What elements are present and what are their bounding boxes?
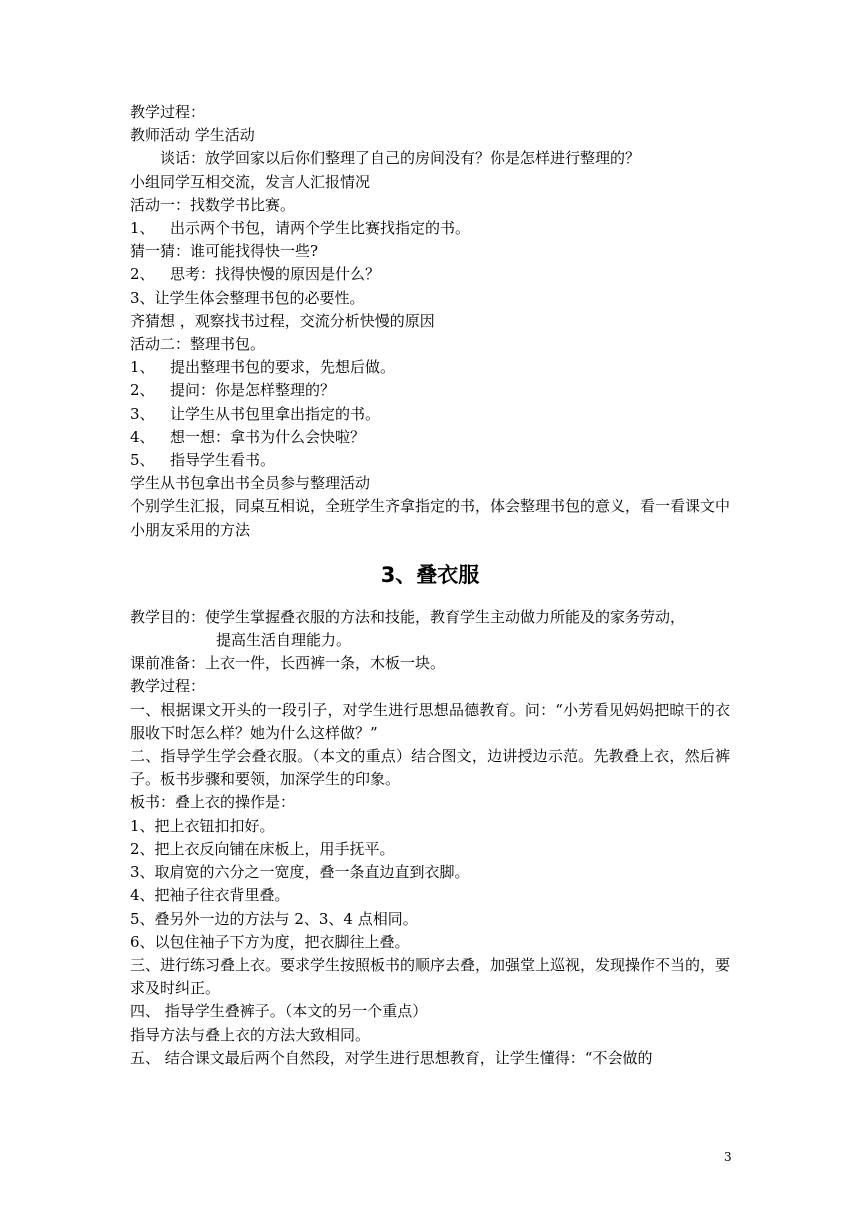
process-label: 教学过程： — [130, 103, 206, 121]
board-item: 1、把上衣钮扣扣好。 — [130, 816, 275, 835]
page-number: 3 — [724, 1150, 732, 1164]
step-2: 二、指导学生学会叠衣服。（本文的重点）结合图文，边讲授边示范。先教叠上衣，然后裤子。板书步骤和要领，加深学生的印象。 — [130, 747, 730, 789]
list-number: 2、 — [130, 265, 155, 284]
list-text: 提出整理书包的要求，先想后做。 — [170, 358, 396, 377]
board-item: 6、以包住袖子下方为度，把衣脚往上叠。 — [130, 932, 410, 951]
process-label-2: 教学过程： — [130, 677, 206, 696]
list-item — [130, 263, 730, 286]
preparation: 课前准备：上衣一件，长西裤一条，木板一块。 — [130, 654, 446, 673]
list-item — [130, 217, 730, 240]
step-4-detail: 指导方法与叠上衣的方法大致相同。 — [130, 1025, 371, 1044]
board-item: 3、取肩宽的六分之一宽度，叠一条直边直到衣脚。 — [130, 863, 470, 882]
list-text: 让学生从书包里拿出指定的书。 — [170, 404, 381, 423]
individual-report: 个别学生汇报，同桌互相说，全班学生齐拿指定的书，体会整理书包的意义，看一看课文中小朋友采用的方法 — [130, 497, 731, 539]
item-3: 3、让学生体会整理书包的必要性。 — [130, 288, 365, 307]
list-number: 1、 — [130, 219, 155, 238]
board-item: 5、叠另外一边的方法与 2、3、4 点相同。 — [130, 909, 418, 928]
group-report: 小组同学互相交流，发言人汇报情况 — [130, 172, 371, 191]
list-number: 5、 — [130, 451, 155, 470]
list-item — [130, 426, 730, 449]
list-number: 1、 — [130, 358, 155, 377]
board-item: 2、把上衣反向铺在床板上，用手抚平。 — [130, 839, 395, 858]
list-text: 指导学生看书。 — [170, 451, 276, 470]
list-number: 4、 — [130, 427, 155, 446]
step-3: 三、进行练习叠上衣。要求学生按照板书的顺序去叠，加强堂上巡视，发现操作不当的，要求及时纠正。 — [130, 955, 731, 998]
document-body — [130, 101, 730, 1070]
teaching-goal-continued: 提高生活自理能力。 — [216, 631, 352, 650]
activity1-title: 活动一：找数学书比赛。 — [130, 195, 296, 214]
list-text: 提问：你是怎样整理的？ — [170, 381, 336, 400]
activity2-title: 活动二：整理书包。 — [130, 335, 266, 354]
list-text: 出示两个书包，请两个学生比赛找指定的书。 — [170, 219, 471, 238]
section-title: 3、叠衣服 — [380, 562, 480, 587]
list-number: 3、 — [130, 404, 155, 423]
list-text: 想一想：拿书为什么会快啦？ — [170, 427, 366, 446]
step-4: 四、 指导学生叠裤子。（本文的另一个重点） — [130, 1002, 428, 1021]
board-label: 板书：叠上衣的操作是： — [130, 793, 296, 812]
activity-header: 教师活动 学生活动 — [130, 126, 255, 145]
list-item — [130, 379, 730, 402]
list-item — [130, 449, 730, 472]
list-item — [130, 403, 730, 426]
talk-paragraph: 谈话：放学回家以后你们整理了自己的房间没有？你是怎样进行整理的？ — [160, 149, 641, 168]
list-number: 2、 — [130, 381, 155, 400]
board-item: 4、把袖子往衣背里叠。 — [130, 886, 290, 905]
guess-together: 齐猜想 ，观察找书过程，交流分析快慢的原因 — [130, 311, 435, 330]
guess-line: 猜一猜：谁可能找得快一些? — [130, 242, 319, 261]
teaching-goal: 教学目的：使学生掌握叠衣服的方法和技能，教育学生主动做力所能及的家务劳动， — [130, 607, 686, 626]
step-1: 一、根据课文开头的一段引子，对学生进行思想品德教育。问：“小芳看见妈妈把晾干的衣服收下时怎么样？她为什么这样做？” — [130, 700, 730, 742]
step-5: 五、 结合课文最后两个自然段，对学生进行思想教育，让学生懂得：“不会做的 — [130, 1048, 653, 1067]
list-item — [130, 356, 730, 379]
students-take: 学生从书包拿出书全员参与整理活动 — [130, 474, 371, 493]
list-text: 思考：找得快慢的原因是什么？ — [170, 265, 381, 284]
